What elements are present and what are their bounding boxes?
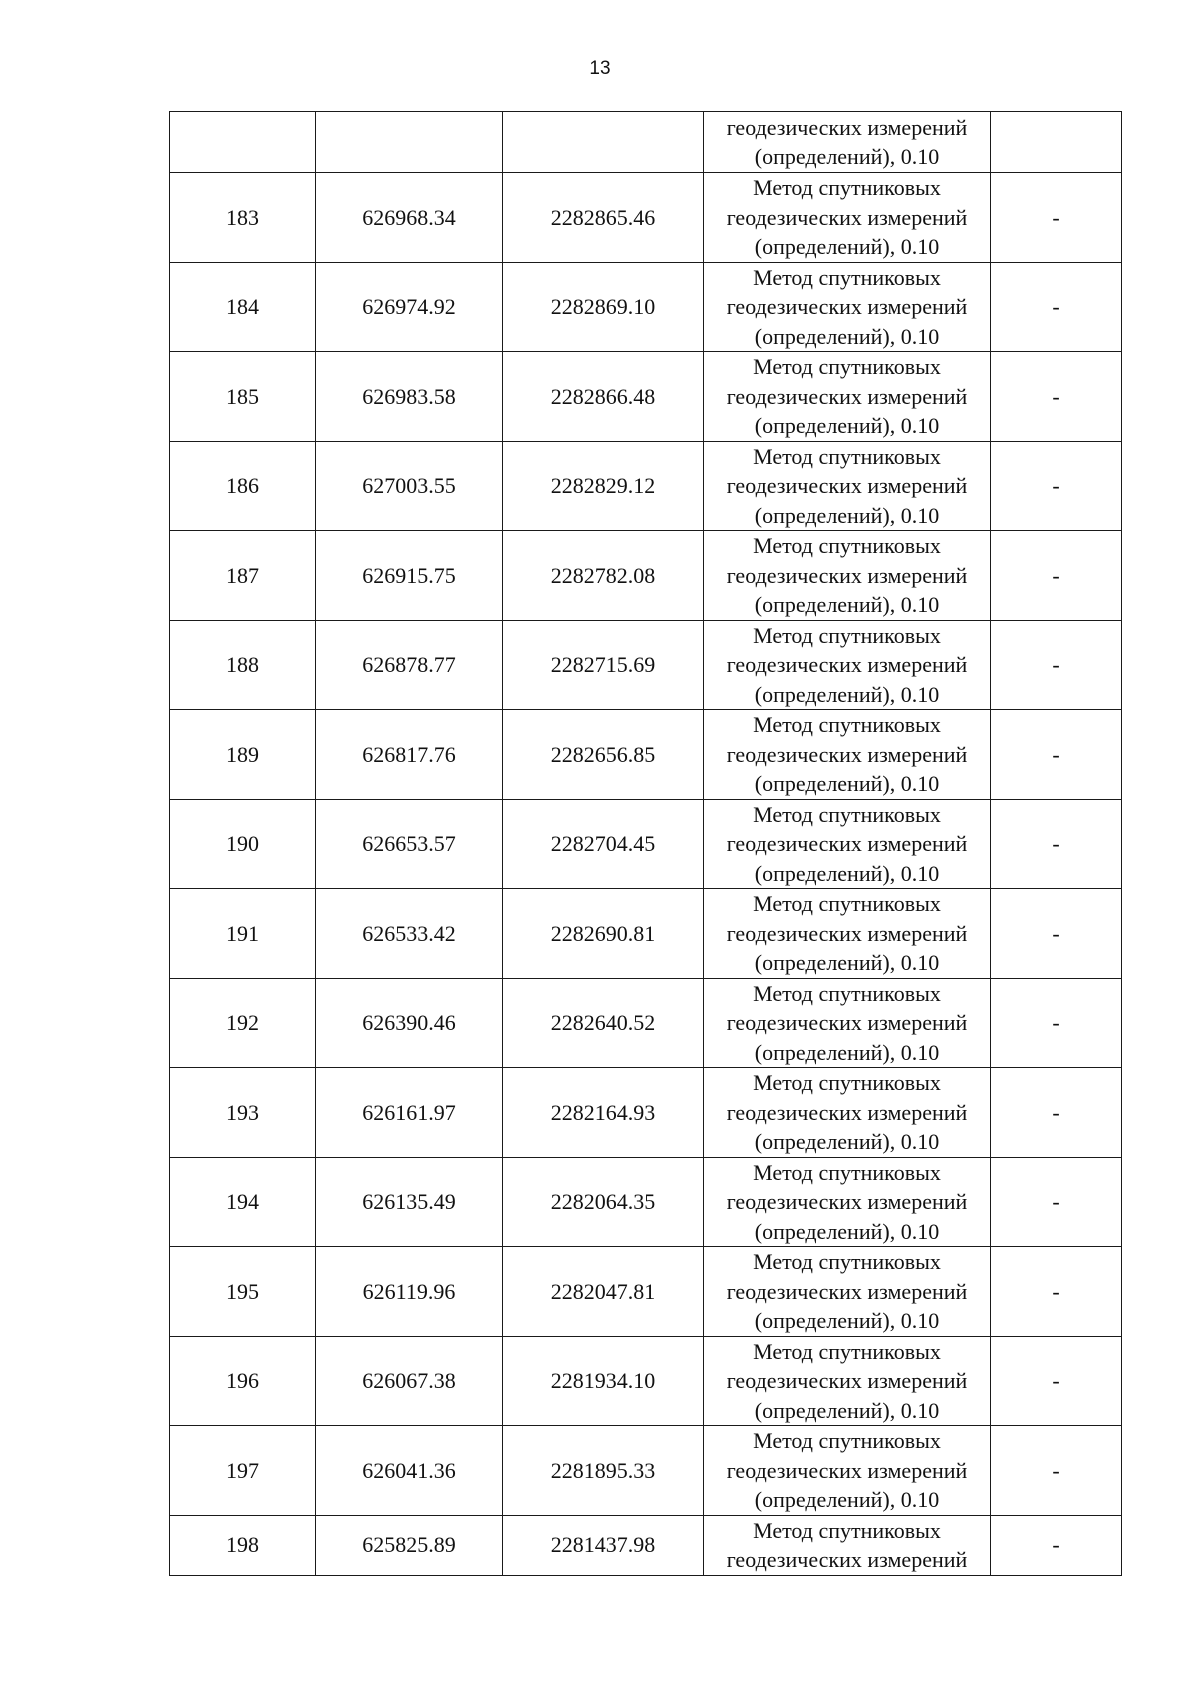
cell-x-coordinate	[316, 112, 503, 173]
method-line: (определений), 0.10	[754, 1039, 940, 1065]
table-row	[170, 889, 1122, 979]
cell-extra: -	[991, 710, 1122, 800]
coordinates-table-body	[170, 112, 1122, 1576]
method-line: Метод спутниковых	[753, 175, 941, 200]
cell-x-coordinate: 626983.58	[316, 352, 503, 442]
cell-y-coordinate: 2282866.48	[503, 352, 704, 442]
method-line: геодезических измерений	[726, 652, 968, 677]
cell-x-coordinate: 626119.96	[316, 1247, 503, 1337]
cell-x-coordinate: 625825.89	[316, 1515, 503, 1575]
cell-method	[704, 1157, 991, 1247]
method-line: геодезических измерений	[726, 741, 968, 767]
cell-y-coordinate: 2282865.46	[503, 173, 704, 263]
method-line: геодезических измерений	[726, 114, 968, 140]
cell-point-number: 193	[170, 1068, 316, 1158]
method-line: геодезических измерений	[726, 1099, 968, 1125]
table-row	[170, 1068, 1122, 1158]
table-row-continued	[170, 112, 1122, 173]
method-line: (определений), 0.10	[754, 323, 940, 349]
cell-point-number: 196	[170, 1336, 316, 1426]
cell-y-coordinate: 2282064.35	[503, 1157, 704, 1247]
cell-x-coordinate: 626390.46	[316, 978, 503, 1068]
table-row	[170, 1157, 1122, 1247]
cell-method	[704, 262, 991, 352]
cell-extra: -	[991, 441, 1122, 531]
cell-method	[704, 1515, 991, 1575]
method-line: Метод спутниковых	[753, 1428, 941, 1453]
table-row	[170, 262, 1122, 352]
cell-x-coordinate: 626915.75	[316, 531, 503, 621]
cell-method	[704, 1068, 991, 1158]
method-line: (определений), 0.10	[754, 1397, 940, 1423]
cell-method	[704, 710, 991, 800]
table-row	[170, 531, 1122, 621]
method-line: геодезических измерений	[726, 294, 968, 319]
cell-y-coordinate: 2282640.52	[503, 978, 704, 1068]
method-line: (определений), 0.10	[754, 681, 940, 707]
method-line: геодезических измерений	[726, 1457, 968, 1483]
table-row	[170, 1426, 1122, 1516]
cell-extra: -	[991, 173, 1122, 263]
method-line: геодезических измерений	[726, 1278, 968, 1304]
table-row	[170, 173, 1122, 263]
coordinates-table	[169, 111, 1122, 1576]
cell-method	[704, 112, 991, 173]
method-line: (определений), 0.10	[754, 1129, 940, 1154]
method-line: геодезических измерений	[726, 473, 968, 498]
cell-extra: -	[991, 1068, 1122, 1158]
cell-method	[704, 1336, 991, 1426]
method-line: (определений), 0.10	[754, 1487, 940, 1512]
method-line: геодезических измерений	[726, 1010, 968, 1035]
method-line: (определений), 0.10	[754, 771, 940, 796]
cell-point-number: 198	[170, 1515, 316, 1575]
cell-y-coordinate: 2282829.12	[503, 441, 704, 531]
cell-extra: -	[991, 352, 1122, 442]
method-line: Метод спутниковых	[753, 1159, 941, 1185]
method-line: Метод спутниковых	[753, 622, 941, 648]
table-row	[170, 1247, 1122, 1337]
method-line: геодезических измерений	[726, 831, 968, 856]
cell-y-coordinate: 2281437.98	[503, 1515, 704, 1575]
cell-y-coordinate: 2281895.33	[503, 1426, 704, 1516]
cell-y-coordinate: 2282704.45	[503, 799, 704, 889]
cell-point-number	[170, 112, 316, 173]
cell-point-number: 191	[170, 889, 316, 979]
cell-extra: -	[991, 1247, 1122, 1337]
cell-method	[704, 352, 991, 442]
method-line: Метод спутниковых	[753, 1249, 941, 1274]
cell-y-coordinate: 2282715.69	[503, 620, 704, 710]
table-row	[170, 620, 1122, 710]
cell-extra: -	[991, 1336, 1122, 1426]
table-row	[170, 799, 1122, 889]
cell-x-coordinate: 626041.36	[316, 1426, 503, 1516]
cell-method	[704, 531, 991, 621]
cell-method	[704, 620, 991, 710]
method-line: (определений), 0.10	[754, 413, 940, 438]
method-line: геодезических измерений	[726, 383, 968, 409]
table-row	[170, 441, 1122, 531]
cell-extra: -	[991, 620, 1122, 710]
table-row	[170, 1515, 1122, 1575]
cell-x-coordinate: 626067.38	[316, 1336, 503, 1426]
method-line: геодезических измерений	[726, 920, 968, 946]
cell-y-coordinate: 2282656.85	[503, 710, 704, 800]
cell-extra: -	[991, 1157, 1122, 1247]
method-line: Метод спутниковых	[753, 533, 941, 558]
cell-extra: -	[991, 978, 1122, 1068]
method-line: Метод спутниковых	[753, 891, 941, 916]
method-line: Метод спутниковых	[753, 980, 941, 1006]
cell-point-number: 184	[170, 262, 316, 352]
method-line: (определений), 0.10	[754, 592, 940, 617]
cell-point-number: 189	[170, 710, 316, 800]
method-line: геодезических измерений	[726, 1547, 968, 1572]
table-row	[170, 352, 1122, 442]
cell-x-coordinate: 626161.97	[316, 1068, 503, 1158]
cell-extra: -	[991, 262, 1122, 352]
cell-point-number: 187	[170, 531, 316, 621]
cell-point-number: 190	[170, 799, 316, 889]
cell-method	[704, 1426, 991, 1516]
method-line: геодезических измерений	[726, 1368, 968, 1393]
cell-y-coordinate	[503, 112, 704, 173]
method-line: (определений), 0.10	[754, 234, 940, 259]
method-line: геодезических измерений	[726, 1189, 968, 1214]
cell-x-coordinate: 626135.49	[316, 1157, 503, 1247]
method-line: Метод спутниковых	[753, 354, 941, 379]
cell-point-number: 194	[170, 1157, 316, 1247]
cell-point-number: 192	[170, 978, 316, 1068]
cell-point-number: 195	[170, 1247, 316, 1337]
table-row	[170, 710, 1122, 800]
cell-x-coordinate: 627003.55	[316, 441, 503, 531]
cell-x-coordinate: 626878.77	[316, 620, 503, 710]
cell-point-number: 185	[170, 352, 316, 442]
cell-method	[704, 173, 991, 263]
cell-extra: -	[991, 799, 1122, 889]
method-line: Метод спутниковых	[753, 801, 941, 827]
cell-x-coordinate: 626653.57	[316, 799, 503, 889]
page-number: 13	[589, 58, 611, 79]
method-line: геодезических измерений	[726, 204, 968, 230]
cell-y-coordinate: 2282869.10	[503, 262, 704, 352]
cell-method	[704, 889, 991, 979]
method-line: (определений), 0.10	[754, 502, 940, 528]
table-row	[170, 1336, 1122, 1426]
cell-x-coordinate: 626817.76	[316, 710, 503, 800]
cell-extra	[991, 112, 1122, 173]
cell-extra: -	[991, 889, 1122, 979]
method-line: Метод спутниковых	[753, 1070, 941, 1095]
method-line: (определений), 0.10	[754, 144, 940, 169]
cell-y-coordinate: 2282690.81	[503, 889, 704, 979]
method-line: (определений), 0.10	[754, 1308, 940, 1333]
cell-y-coordinate: 2282047.81	[503, 1247, 704, 1337]
method-line: Метод спутниковых	[753, 443, 941, 469]
cell-method	[704, 1247, 991, 1337]
cell-method	[704, 441, 991, 531]
method-line: геодезических измерений	[726, 562, 968, 588]
cell-method	[704, 799, 991, 889]
method-line: (определений), 0.10	[754, 1218, 940, 1244]
cell-extra: -	[991, 531, 1122, 621]
method-line: Метод спутниковых	[753, 1517, 941, 1543]
cell-point-number: 188	[170, 620, 316, 710]
cell-method	[704, 978, 991, 1068]
table-row	[170, 978, 1122, 1068]
method-line: Метод спутниковых	[753, 712, 941, 737]
method-line: Метод спутниковых	[753, 264, 941, 290]
method-line: (определений), 0.10	[754, 950, 940, 975]
cell-x-coordinate: 626974.92	[316, 262, 503, 352]
cell-point-number: 183	[170, 173, 316, 263]
cell-point-number: 197	[170, 1426, 316, 1516]
cell-extra: -	[991, 1426, 1122, 1516]
cell-y-coordinate: 2282782.08	[503, 531, 704, 621]
method-line: (определений), 0.10	[754, 860, 940, 886]
method-line: Метод спутниковых	[753, 1338, 941, 1364]
cell-extra: -	[991, 1515, 1122, 1575]
cell-x-coordinate: 626968.34	[316, 173, 503, 263]
cell-y-coordinate: 2281934.10	[503, 1336, 704, 1426]
cell-point-number: 186	[170, 441, 316, 531]
cell-x-coordinate: 626533.42	[316, 889, 503, 979]
cell-y-coordinate: 2282164.93	[503, 1068, 704, 1158]
